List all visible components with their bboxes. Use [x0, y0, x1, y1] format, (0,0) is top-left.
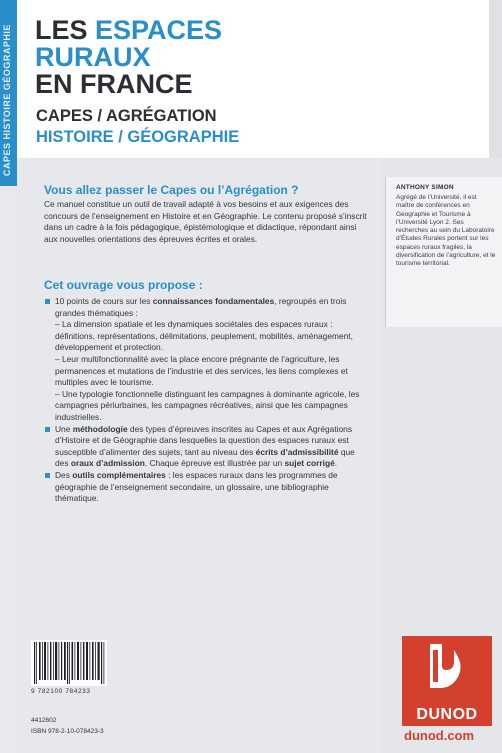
sub-item: – Une typologie fonctionnelle distinguant les campagnes à dominante agricole, les campagnes périurbaines, les campagnes récréatives, ainsi que les campagnes industrielles. [55, 388, 360, 422]
header-edge [489, 0, 502, 158]
title-part-2: ESPACES [95, 15, 223, 45]
list-item: 10 points de cours sur les connaissances fondamentales, regroupés en trois grandes thématiques : [44, 296, 369, 319]
offer-list [44, 296, 369, 505]
bullet-square-icon [45, 473, 50, 478]
product-code: 4412602 [31, 717, 57, 724]
book-title [35, 17, 475, 98]
barcode-icon [31, 640, 107, 686]
barcode-bars [31, 640, 107, 686]
list-item: Des outils complémentaires : les espaces ruraux dans les programmes de géographie de l’enseignement secondaire, un glossaire, une bibliographie thématique. [44, 470, 369, 505]
intro-text: Ce manuel constitue un outil de travail adapté à vos besoins et aux exigences des concours de l’enseignement en Histoire et en Géographie. Le contenu proposé s’inscrit dans un cadre à la fois pédagogique, épistémologique et didactique, répondant ainsi aux nouvelles orientations des épreuves écrites et orales. [44, 199, 367, 245]
isbn: ISBN 978-2-10-078423-3 [31, 728, 104, 735]
spine-label: CAPES HISTOIRE GÉOGRAPHIE [2, 24, 12, 176]
title-line-3: EN FRANCE [35, 69, 193, 99]
intro-question: Vous allez passer le Capes ou l’Agrégation ? [44, 183, 299, 197]
bullet-square-icon [45, 299, 50, 304]
subtitle-exam: CAPES / AGRÉGATION [36, 107, 217, 125]
publisher-website-link[interactable]: dunod.com [404, 728, 475, 743]
sub-item: – Leur multifonctionnalité avec la place encore prégnante de l’agriculture, les permanences et mutations de l’industrie et des services, les liens complexes et multiples avec le tourisme. [55, 353, 348, 388]
sub-item: – La dimension spatiale et les dynamiques sociétales des espaces ruraux : définitions, représentations, délimitations, peuplement, mobilités, aménagement, développement et protection. [55, 319, 353, 353]
offer-title: Cet ouvrage vous propose : [44, 278, 203, 292]
title-line-2: RURAUX [35, 42, 151, 72]
title-part-1: LES [35, 15, 96, 45]
barcode-number: 9 782100 784233 [31, 688, 91, 695]
list-item: Une méthodologie des types d’épreuves inscrites au Capes et aux Agrégations d’Histoire et de Géographie dans lesquelles la question des espaces ruraux est susceptible d’alimenter des sujets, tant au niveau des écrits d’admissibilité que des oraux d’admission. Chaque épreuve est illustrée par un sujet corrigé. [44, 424, 369, 470]
subtitle-discipline: HISTOIRE / GÉOGRAPHIE [36, 128, 240, 146]
dunod-emblem-icon [402, 636, 492, 706]
dunod-logo [402, 636, 492, 726]
publisher-wordmark: DUNOD [416, 706, 478, 723]
author-name: ANTHONY SIMON [396, 184, 454, 191]
author-bio: Agrégé de l’Université, il est maître de conférences en Géographie et Tourisme à l’Université Lyon 2. Ses recherches au sein du Laboratoire d’Études Rurales portent sur les espaces ruraux fragiles, la diversification de l’agriculture, et le tourisme territorial. [396, 194, 496, 268]
spine-strip [0, 0, 17, 186]
bullet-square-icon [45, 427, 50, 432]
